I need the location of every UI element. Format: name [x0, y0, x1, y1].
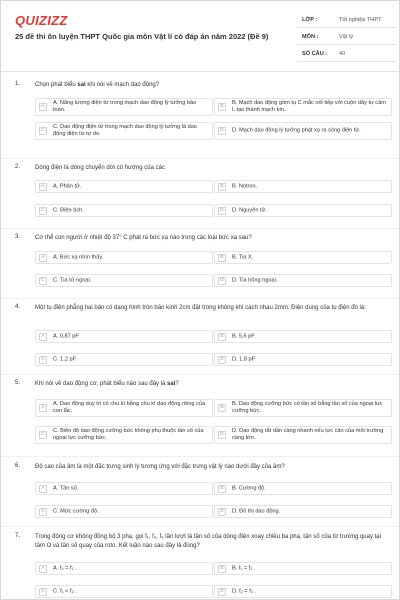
option-letter-box: D	[218, 508, 226, 516]
option-letter-box: D	[218, 588, 226, 596]
question-number: 5.	[15, 380, 21, 386]
answer-option[interactable]	[35, 585, 213, 598]
option-text: B. 5,6 pF	[232, 333, 255, 339]
option-letter-box: A	[39, 404, 47, 412]
answer-option[interactable]	[214, 251, 392, 264]
option-letter-box: C	[39, 356, 47, 364]
answer-option[interactable]	[35, 399, 213, 417]
option-text: D. Đồ thị dao động.	[232, 508, 281, 514]
question-emphasis: sai	[77, 82, 86, 88]
answer-option[interactable]	[214, 98, 392, 116]
answer-option[interactable]	[35, 562, 213, 575]
question-text-part: Độ cao của âm là một đặc trưng sinh lý tương ứng với đặc trưng vật lý nào dưới đây của âm?	[35, 464, 285, 470]
option-text: A. 0,87 pF	[53, 333, 79, 339]
answer-option[interactable]	[214, 122, 392, 140]
option-text: C. Tia tử ngoại.	[53, 277, 92, 283]
option-text: C. Biên độ dao động cưỡng bức không phụ thuộc tần số của ngoại lực cưỡng bức.	[53, 428, 204, 441]
question-text-part: Một tụ điện phẳng hai bản có dạng hình tròn bán kính 2cm đặt trong không khí cách nhau 2mm. Điện dung của tụ điện đó là:	[35, 305, 366, 311]
question-number: 6.	[15, 463, 21, 469]
answer-option[interactable]	[214, 505, 392, 518]
option-text: D. Dao động tắt dần càng nhanh nếu lực cản của môi trường càng lớn.	[232, 428, 384, 441]
option-text: A. Tần số.	[53, 485, 79, 491]
question-number: 3.	[15, 234, 21, 240]
option-letter-box: C	[39, 588, 47, 596]
question-text-part: khi nói về mạch dao động?	[85, 82, 160, 88]
answer-option[interactable]	[214, 562, 392, 575]
option-letter-box: A	[39, 103, 47, 111]
option-text: A. f₃ = f₁ .	[53, 565, 77, 571]
question-text-part: Chọn phát biểu	[35, 82, 78, 88]
question-text-part: Dòng điện là dòng chuyển dời có hướng của các	[35, 165, 165, 171]
quizizz-logo: QUIZIZZ	[15, 13, 68, 28]
option-letter-box: C	[39, 207, 47, 215]
option-letter-box: A	[39, 254, 47, 262]
meta-row-question-count	[297, 45, 397, 62]
answer-option[interactable]	[35, 98, 213, 116]
option-text: D. Nguyên tử.	[232, 207, 267, 213]
option-letter-box: A	[39, 333, 47, 341]
answer-option[interactable]	[35, 251, 213, 264]
option-letter-box: B	[218, 485, 226, 493]
meta-row-subject	[297, 28, 397, 45]
answer-option[interactable]	[35, 204, 213, 217]
question-text	[35, 463, 391, 472]
answer-option[interactable]	[214, 330, 392, 343]
meta-label: LỚP :	[302, 17, 318, 23]
question-number: 1.	[15, 81, 21, 87]
option-letter-box: D	[218, 207, 226, 215]
option-text: D. Tia hồng ngoại.	[232, 277, 278, 283]
answer-option[interactable]	[214, 585, 392, 598]
option-text: D. f₂ = f₃ .	[232, 588, 257, 594]
answer-option[interactable]	[35, 180, 213, 193]
option-letter-box: C	[39, 277, 47, 285]
option-letter-box: B	[218, 254, 226, 262]
question-emphasis: sai	[167, 381, 176, 387]
answer-option[interactable]	[35, 505, 213, 518]
answer-option[interactable]	[214, 353, 392, 366]
meta-label: SỐ CÂU :	[302, 51, 328, 57]
option-text: D. Mạch dao động lý tưởng phát xạ ra sóng điện từ.	[232, 127, 361, 134]
question-divider	[1, 374, 400, 375]
meta-label: MÔN :	[302, 34, 319, 40]
option-text: A. Năng lượng điện từ trong mạch dao động lý tưởng bảo toàn.	[53, 100, 197, 113]
answer-option[interactable]	[214, 204, 392, 217]
option-letter-box: D	[218, 356, 226, 364]
option-text: C. Điện tích.	[53, 207, 84, 213]
question-divider	[1, 228, 400, 229]
option-letter-box: C	[39, 127, 47, 135]
question-divider	[1, 526, 400, 527]
option-letter-box: B	[218, 404, 226, 412]
option-text: C. 1,2 pF	[53, 356, 77, 362]
question-text	[35, 533, 391, 550]
header-divider	[1, 71, 400, 72]
question-text	[35, 380, 391, 389]
question-divider	[1, 158, 400, 159]
option-letter-box: D	[218, 127, 226, 135]
question-text	[35, 81, 391, 90]
option-letter-box: D	[218, 431, 226, 439]
answer-option[interactable]	[214, 426, 392, 444]
meta-value: Tốt nghiệp THPT	[339, 17, 382, 23]
question-text	[35, 304, 391, 313]
meta-value: Vật lý	[339, 34, 353, 40]
option-text: B. Tia X.	[232, 254, 254, 260]
question-number: 4.	[15, 304, 21, 310]
option-text: B. Notron.	[232, 183, 258, 189]
option-text: B. Dao động cưỡng bức có tần số bằng tần số của ngoại lực cưỡng bức.	[232, 401, 383, 414]
option-text: C. Dao động điện từ trong mạch dao động lý tưởng là dao động điện từ tự do.	[53, 124, 197, 137]
question-text	[35, 234, 391, 243]
option-letter-box: A	[39, 183, 47, 191]
option-letter-box: B	[218, 183, 226, 191]
option-letter-box: A	[39, 565, 47, 573]
option-text: A. Dao động duy trì có chu kì bằng chu kì dao động riêng của con lắc.	[53, 401, 206, 414]
option-letter-box: A	[39, 485, 47, 493]
answer-option[interactable]	[214, 180, 392, 193]
option-text: D. 1,8 pF	[232, 356, 256, 362]
option-text: A. Bức xạ nhìn thấy.	[53, 254, 104, 260]
meta-row-class	[297, 11, 397, 28]
answer-option[interactable]	[35, 274, 213, 287]
option-text: A. Phân tử.	[53, 183, 82, 189]
question-text-part: Cơ thể con người ở nhiệt độ 37° C phát ra bức xạ nào trong các loại bức xạ sau?	[35, 235, 252, 241]
option-letter-box: C	[39, 508, 47, 516]
answer-option[interactable]	[35, 426, 213, 444]
option-text: B. Cường độ.	[232, 485, 266, 491]
question-text-part: Khi nói về dao động cơ, phát biểu nào sau đây là	[35, 381, 168, 387]
answer-option[interactable]	[35, 353, 213, 366]
meta-value: 40	[339, 51, 346, 57]
worksheet-title: 25 đề thi ôn luyện THPT Quốc gia môn Vật lí có đáp án năm 2022 (Đề 9)	[15, 32, 269, 41]
question-divider	[1, 456, 400, 457]
answer-option[interactable]	[35, 482, 213, 495]
answer-option[interactable]	[214, 274, 392, 287]
option-letter-box: C	[39, 431, 47, 439]
option-letter-box: B	[218, 103, 226, 111]
option-letter-box: B	[218, 565, 226, 573]
option-text: C. Mức cường độ.	[53, 508, 99, 514]
answer-option[interactable]	[214, 399, 392, 417]
option-text: B. Mạch dao động gồm tụ C mắc nối tiếp với cuộn dây tự cảm L tạo thành mạch kín.	[232, 100, 386, 113]
option-letter-box: B	[218, 333, 226, 341]
answer-option[interactable]	[35, 122, 213, 140]
worksheet-meta-table	[297, 11, 397, 62]
answer-option[interactable]	[35, 330, 213, 343]
question-text-part: Trong động cơ không đồng bộ 3 pha, gọi f₁, f₂, f₃ lần lượt là tần số của dòng điện xoay chiều ba pha, tần số của từ trường quay tại tâm O và tần số quay của roto. Kết luận nào sau đây là đúng?	[35, 534, 381, 549]
answer-option[interactable]	[214, 482, 392, 495]
option-letter-box: D	[218, 277, 226, 285]
question-divider	[1, 298, 400, 299]
question-number: 2.	[15, 164, 21, 170]
worksheet-header	[1, 1, 400, 71]
option-text: C. f₁ < f₂ .	[53, 588, 77, 594]
question-number: 7.	[15, 533, 21, 539]
question-text	[35, 164, 391, 173]
question-text-part: ?	[175, 381, 179, 387]
option-text: B. f₁ = f₂ .	[232, 565, 256, 571]
